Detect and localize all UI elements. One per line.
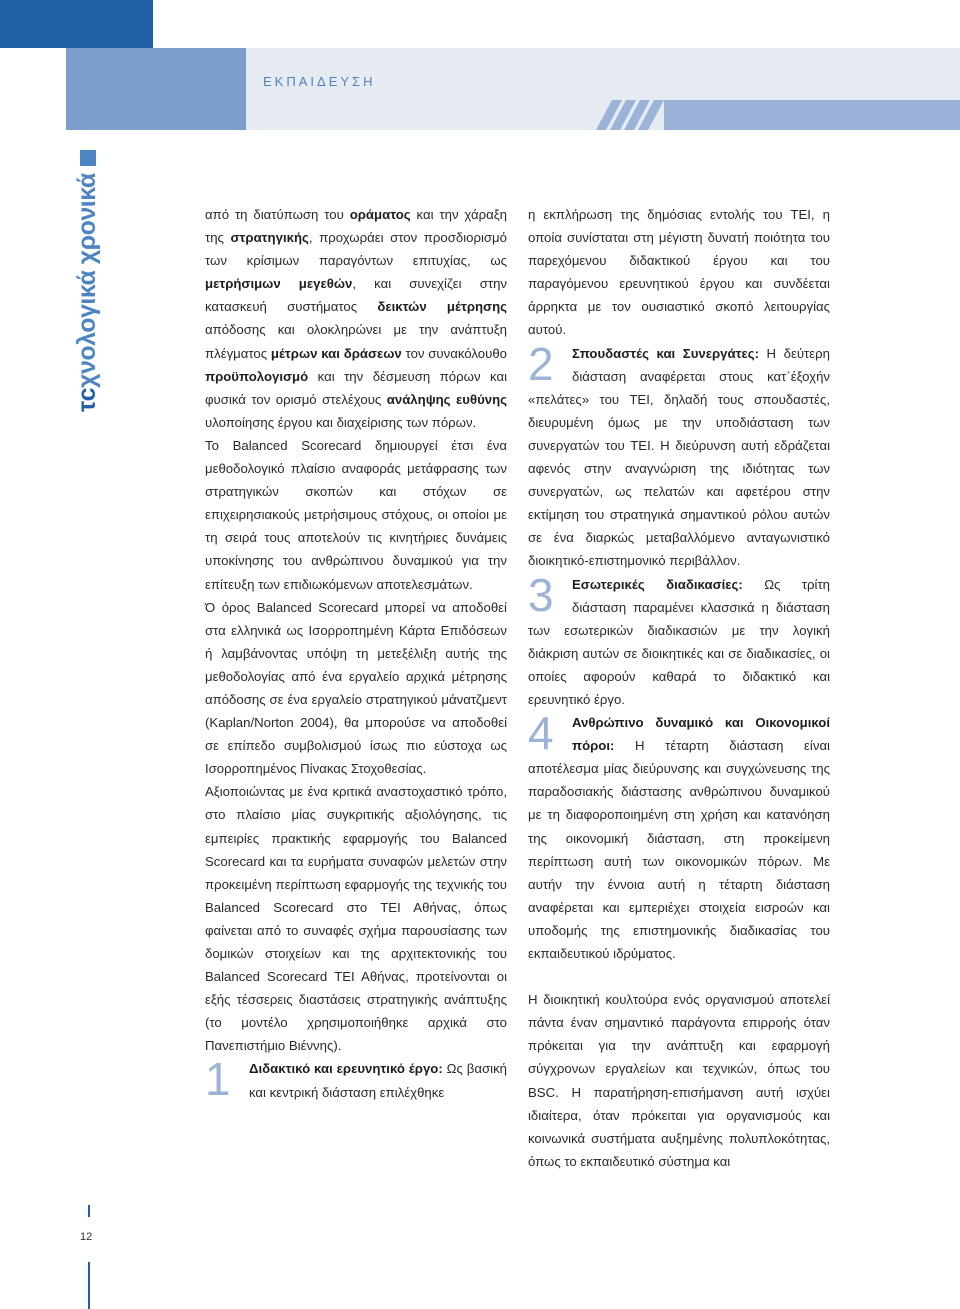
dimension-item-4 [528, 707, 830, 965]
paragraph-bsc-framework: Το Balanced Scorecard δημιουργεί έτσι ένα μεθοδολογικό πλαίσιο αναφοράς μετάφρασης των στρατηγικών σκοπών και στόχων σε επιχειρησιακούς μετρήσιμους στόχους, οι οποίοι με τη σειρά τους αποτελούν τις κινητήριες δυνάμεις υποκίνησης του ανθρώπινου δυναμικού για την επίτευξη των επιδιωκόμενων αποτελεσμάτων. [205, 437, 507, 592]
magazine-title-rest: χνολογικά χρονικά [73, 173, 101, 388]
dimension-title: Εσωτερικές διαδικασίες: [572, 576, 743, 592]
paragraph-intro [205, 203, 507, 434]
text-run: από τη διατύπωση του [205, 207, 350, 222]
dimension-text: Ως τρίτη διάσταση παραμένει κλασσικά η διάσταση των εσωτερικών διαδικασιών με την λογική διάκριση αυτών σε διοικητικές και σε διαδικασίες, οι οποίες αφορούν καθαρά το διδακτικό και ερευνητικό έργο. [528, 576, 830, 707]
emphasis-term: στρατηγικής [230, 230, 309, 246]
header-medium-block [66, 48, 246, 130]
dimension-title: Σπουδαστές και Συνεργάτες: [572, 345, 759, 361]
dimension-text: Η δεύτερη διάσταση αναφέρεται στους κατ΄έξοχήν «πελάτες» του ΤΕΙ, δηλαδή τους σπουδαστές, διευρυμένη όμως με την υποδιάσταση των συνεργατών του ΤΕΙ. Η διεύρυνση αυτή εδράζεται αφενός στην αναγνώριση της ιδιότητας των συνεργατών, ως πελατών και αφετέρου στην εκτίμηση του στρατηγικά σημαντικού ρόλου αυτών σε ένα διαρκώς μεταβαλλόμενο ανταγωνιστικό διοικητικό-επιστημονικό περιβάλλον. [528, 345, 830, 569]
dimension-item-3 [528, 568, 830, 712]
paragraph-gap [528, 965, 830, 988]
text-run: τον συνακόλουθο [401, 345, 507, 361]
header-dark-block [0, 0, 153, 48]
dimension-number: 1 [205, 1053, 231, 1106]
dimension-number: 3 [528, 568, 554, 621]
text-run: υλοποίησης έργου και διαχείρισης των πόρων. [205, 414, 477, 430]
left-column [205, 203, 507, 1104]
emphasis-term: οράματος [349, 207, 411, 222]
text-run: και την χάραξη της [205, 207, 507, 246]
paragraph-bsc-term: Ό όρος Balanced Scorecard μπορεί να αποδοθεί στα ελληνικά ως Ισορροπημένη Κάρτα Επιδόσεων ή λαμβάνοντας υπόψη τη μετεξέλιξη αυτής της μεθοδολογίας από ένα εργαλείο αρχικά μέτρησης απόδοσης σε ένα εργαλείο στρατηγικού μάνατζμεντ (Kaplan/Norton 2004), θα μπορούσε να αποδοθεί σε επίπεδο συμβολισμού ίσως πιο εύστοχα ως Ισορροπημένος Πίνακας Στοχοθεσίας. [205, 599, 507, 777]
text-run: , προχωράει στον προσδιορισμό των κρίσιμων παραγόντων επιτυχίας, ως [205, 230, 507, 269]
emphasis-term: δεικτών μέτρησης [377, 299, 507, 315]
paragraph-dimensions-intro: Αξιοποιώντας με ένα κριτικά αναστοχαστικό τρόπο, στο πλαίσιο μίας συγκριτικής αξιολόγησης, τις εμπειρίες πρακτικής εφαρμογής του Balanced Scorecard και τα ευρήματα συναφών μελετών στην προκειμένη περίπτωση εφαρμογής της τεχνικής του Balanced Scorecard στο ΤΕΙ Αθήνας, όπως φαίνεται από το συναφές σχήμα παρουσίασης των δομικών στοιχείων και της αρχιτεκτονικής του Balanced Scorecard ΤΕΙ Αθήνας, προτείνονται οι εξής τέσσερεις διαστάσεις στρατηγικής ανάπτυξης (το μοντέλο χρησιμοποιήθηκε αρχικά στο Πανεπιστήμιο Βιέννης). [205, 784, 507, 1054]
margin-line [88, 1262, 90, 1309]
dimension-text: Ως βασική και κεντρική διάσταση επιλέχθηκε [249, 1061, 508, 1100]
right-column [528, 203, 830, 1173]
dimension-title: Ανθρώπινο δυναμικό και Οικονομικοί πόροι: [572, 715, 830, 754]
dimension-item-2 [528, 337, 830, 573]
emphasis-term: προϋπολογισμό [205, 368, 309, 384]
text-run: και την δέσμευση πόρων και φυσικά τον ορισμό στελέχους [205, 368, 507, 407]
page-number: 12 [80, 1231, 93, 1243]
dimension-number: 4 [528, 707, 554, 760]
dimension-text: Η τέταρτη διάσταση είναι αποτέλεσμα μίας διεύρυνσης και συγχώνευσης της παραδοσιακής διάστασης ανθρώπινου δυναμικού με τη διαφοροποιημένη στη χρήση και κατανόηση της οικονομική διάσταση, στη προκείμενη περίπτωση αυτή των οικονομικών πόρων. Με αυτήν την έννοια αυτή η τέταρτη διάσταση αναφέρεται και εμπεριέχει στοιχεία εισροών και υποδομής της επιστημονικής διαδικασίας του εκπαιδευτικού ιδρύματος. [528, 738, 830, 961]
magazine-title-logo: τc [73, 387, 101, 412]
paragraph-continuation: η εκπλήρωση της δημόσιας εντολής του ΤΕΙ, η οποία συνίσταται στη μέγιστη δυνατή ποιότητα του παρεχόμενου διδακτικού έργου και του παραγόμενου ερευνητικού έργου και συνδέεται άρρηκτα με τον ουσιαστικό σκοπό λειτουργίας αυτού. [528, 207, 830, 338]
emphasis-term: μετρήσιμων μεγεθών [205, 276, 353, 292]
emphasis-term: μέτρων και δράσεων [270, 345, 402, 361]
emphasis-term: ανάληψης ευθύνης [386, 391, 507, 407]
header-stripe-pattern [596, 100, 960, 130]
magazine-title [73, 173, 102, 412]
dimension-number: 2 [528, 337, 554, 390]
dimension-title: Διδακτικό και ερευνητικό έργο: [249, 1061, 443, 1077]
dimension-item-1 [205, 1053, 508, 1106]
text-run: απόδοσης και ολοκληρώνει με την ανάπτυξη πλέγματος [205, 322, 507, 361]
paragraph-culture: Η διοικητική κουλτούρα ενός οργανισμού αποτελεί πάντα έναν σημαντικό παράγοντα επιρροής όταν πρόκειται για την ανάπτυξη και εφαρμογή σύγχρονων εργαλείων και τεχνικών, όπως του BSC. Η παρατήρηση-επισήμανση αυτή ισχύει ιδιαίτερα, όταν πρόκειται για οργανισμούς και κοινωνικά συστήματα αυξημένης πολυπλοκότητας, όπως το εκπαιδευτικό σύστημα και [528, 992, 830, 1169]
section-label: ΕΚΠΑΙΔΕΥΣΗ [263, 74, 376, 89]
margin-line [88, 1205, 90, 1217]
text-run: , και συνεχίζει στην κατασκευή συστήματος [205, 276, 507, 315]
sidebar-square [80, 150, 96, 166]
